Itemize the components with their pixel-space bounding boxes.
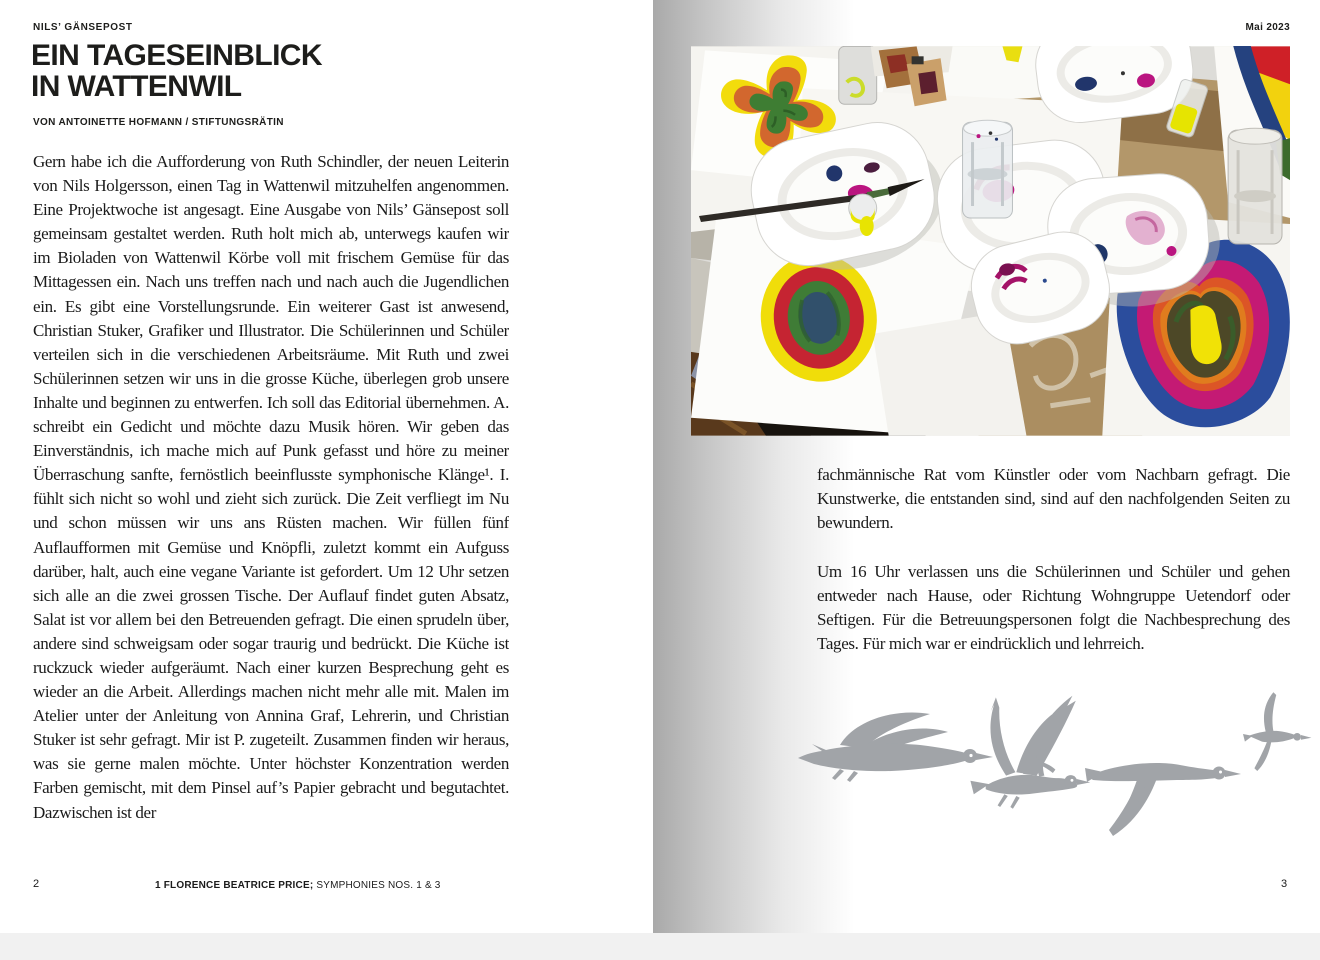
article-body-right-1: fachmännische Rat vom Künstler oder vom Nachbarn gefragt. Die Kunstwerke, die entstanden sind, sind auf den nachfolgenden Seiten zu bewundern. [817,465,1290,533]
issue-date: Mai 2023 [1245,22,1290,33]
page-title [31,40,322,102]
footnote [155,880,441,891]
glass-jar [839,46,877,104]
diving-goose-icon [1085,763,1241,836]
water-glass [1228,128,1282,244]
flying-goose-icon [798,712,993,782]
page-title-line2: IN WATTENWIL [31,70,242,103]
workshop-photo [691,46,1290,436]
geese-illustration [795,688,1315,848]
page-title-line1: EIN TAGESEINBLICK [31,39,322,72]
article-body-right-2: Um 16 Uhr verlassen uns die Schülerinnen und Schüler und gehen entweder nach Hause, oder Richtung Wohngruppe Uetendorf oder Seftigen. Für die Betreuungspersonen folgt die Nachbesprechung des Tages. Für mich war er eindrücklich und lehrreich. [817,562,1290,654]
article-body-left: Gern habe ich die Aufforderung von Ruth Schindler, der neuen Leiterin von Nils Holgersson, einen Tag in Wattenwil mitzuhelfen angenommen. Eine Projektwoche ist angesagt. Eine Ausgabe von Nils’ Gänsepost soll gemeinsam gestaltet werden. Ruth holt mich ab, unterwegs kaufen wir im Bioladen von Wattenwil Körbe voll mit frischem Gemüse für das Mittagessen ein. Nach uns treffen nach und nach auch die Jugendlichen ein. Es gibt eine Vorstellungsrunde. Ein weiterer Gast ist anwesend, Christian Stuker, Grafiker und Illustrator. Die Schülerinnen und Schüler verteilen sich in die verschiedenen Arbeitsräume. Mit Ruth und zwei Schülerinnen setzen wir uns in die grosse Küche, überlegen grob unsere Inhalte und beginnen zu entwerfen. Ich soll das Editorial übernehmen. A. schreibt ein Gedicht und möchte dazu Musik hören. Wir geben das Einverständnis, ich mache mich auf Punk gefasst und höre zu meiner Überraschung sanfte, fernöstlich beeinflusste symphonische Klänge¹. I. fühlt sich nicht so wohl und zieht sich zurück. Die Zeit verfliegt im Nu und schon müssen wir uns ans Rüsten machen. Wir füllen fünf Auflaufformen mit Gemüse und Knöpfli, zuletzt kommt ein Aufguss darüber, halt, auch eine vegane Variante ist gefordert. Um 12 Uhr setzen sich alle an die zwei grossen Tische. Der Auflauf findet guten Absatz, Salat ist vor allem bei den Betreuenden gefragt. Die einen sprudeln über, andere sind schweigsam oder sogar traurig und bedrückt. Die Küche ist ruckzuck wieder aufgeräumt. Nach einer kurzen Besprechung geht es wieder an die Arbeit. Allerdings machen nicht mehr alle mit. Malen im Atelier unter der Anleitung von Annina Graf, Lehrerin, und Christian Stuker ist sehr gefragt. Mir ist P. zugeteilt. Zusammen finden wir heraus, was sie gerne malen möchte. Unter höchster Konzentration werden Farben gemischt, mit dem Pinsel auf’s Papier gebracht und begutachtet. Dazwischen ist der [33,152,509,822]
byline: VON ANTOINETTE HOFMANN / STIFTUNGSRÄTIN [33,117,284,128]
water-glass [963,120,1013,218]
footnote-ref: 1 FLORENCE BEATRICE PRICE; [155,880,314,891]
page-number-right: 3 [1281,878,1288,890]
goose-with-rider-icon [970,696,1090,809]
footnote-text: SYMPHONIES NOS. 1 & 3 [313,880,441,891]
small-goose-icon [1243,692,1311,771]
kicker: NILS’ GÄNSEPOST [33,22,133,33]
bottom-strip [0,933,1320,960]
page-number-left: 2 [33,878,40,890]
